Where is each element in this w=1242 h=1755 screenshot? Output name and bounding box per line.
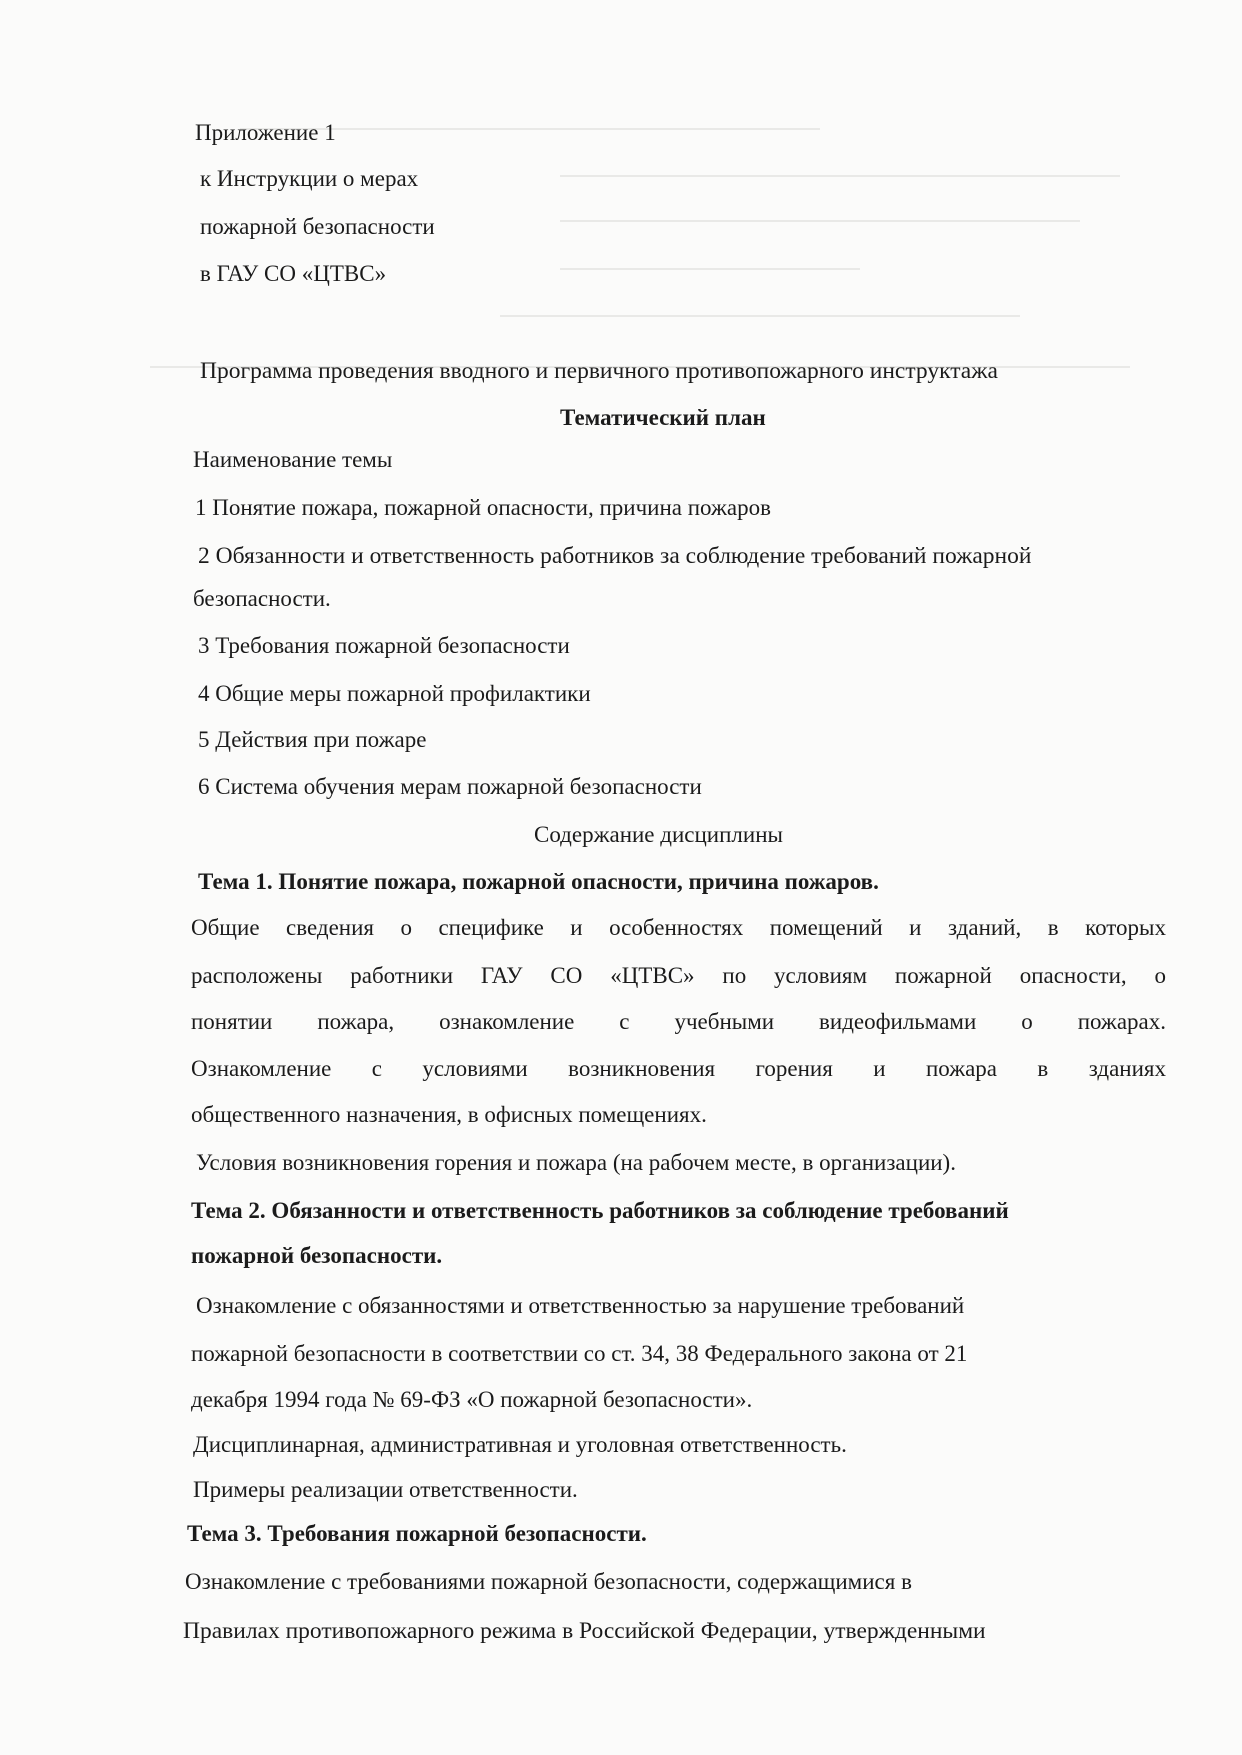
topic-2-text-line: пожарной безопасности в соответствии со ст. 34, 38 Федерального закона от 21	[191, 1341, 968, 1366]
topic-1-text-line: Ознакомление с условиями возникновения горения и пожара в зданиях	[191, 1056, 1166, 1081]
scan-bleed-line	[560, 268, 860, 270]
scan-bleed-line	[500, 315, 1020, 317]
topic-3-heading: Тема 3. Требования пожарной безопасности.	[187, 1521, 647, 1546]
appendix-label: Приложение 1	[195, 120, 336, 145]
topic-2-heading-continuation: пожарной безопасности.	[191, 1243, 443, 1268]
scan-bleed-line	[560, 220, 1080, 222]
topic-2-text-line: Ознакомление с обязанностями и ответственностью за нарушение требований	[196, 1293, 965, 1318]
topic-1-text-line: общественного назначения, в офисных помещениях.	[191, 1102, 707, 1127]
appendix-line-2: к Инструкции о мерах	[200, 166, 419, 191]
topic-1-text-line: понятии пожара, ознакомление с учебными видеофильмами о пожарах.	[191, 1009, 1166, 1034]
appendix-line-3: пожарной безопасности	[200, 214, 435, 239]
plan-column-header: Наименование темы	[193, 447, 393, 472]
plan-item: 4 Общие меры пожарной профилактики	[198, 681, 591, 706]
plan-item: 3 Требования пожарной безопасности	[198, 633, 570, 658]
scan-bleed-line	[560, 175, 1120, 177]
plan-item: 2 Обязанности и ответственность работников за соблюдение требований пожарной	[198, 543, 1032, 569]
plan-title: Тематический план	[560, 405, 766, 430]
topic-2-text-line: Дисциплинарная, административная и уголовная ответственность.	[193, 1432, 847, 1457]
topic-3-text-line: Ознакомление с требованиями пожарной безопасности, содержащимися в	[185, 1569, 912, 1594]
topic-2-text-line: Примеры реализации ответственности.	[193, 1477, 578, 1502]
appendix-line-4: в ГАУ СО «ЦТВС»	[200, 261, 387, 286]
topic-1-heading: Тема 1. Понятие пожара, пожарной опасности, причина пожаров.	[198, 869, 879, 894]
plan-item-continuation: безопасности.	[193, 586, 331, 611]
topic-1-text-line: Общие сведения о специфике и особенностях помещений и зданий, в которых	[191, 915, 1166, 940]
topic-3-text-line: Правилах противопожарного режима в Российской Федерации, утвержденными	[183, 1618, 986, 1644]
topic-2-text-line: декабря 1994 года № 69-ФЗ «О пожарной безопасности».	[191, 1387, 753, 1412]
plan-item: 6 Система обучения мерам пожарной безопасности	[198, 774, 702, 799]
content-title: Содержание дисциплины	[534, 822, 783, 847]
topic-1-extra-line: Условия возникновения горения и пожара (на рабочем месте, в организации).	[196, 1150, 956, 1175]
program-title: Программа проведения вводного и первичного противопожарного инструктажа	[200, 358, 998, 384]
topic-1-text-line: расположены работники ГАУ СО «ЦТВС» по условиям пожарной опасности, о	[191, 963, 1166, 988]
plan-item: 1 Понятие пожара, пожарной опасности, причина пожаров	[195, 495, 771, 520]
topic-2-heading: Тема 2. Обязанности и ответственность работников за соблюдение требований	[191, 1198, 1009, 1223]
plan-item: 5 Действия при пожаре	[198, 727, 427, 752]
